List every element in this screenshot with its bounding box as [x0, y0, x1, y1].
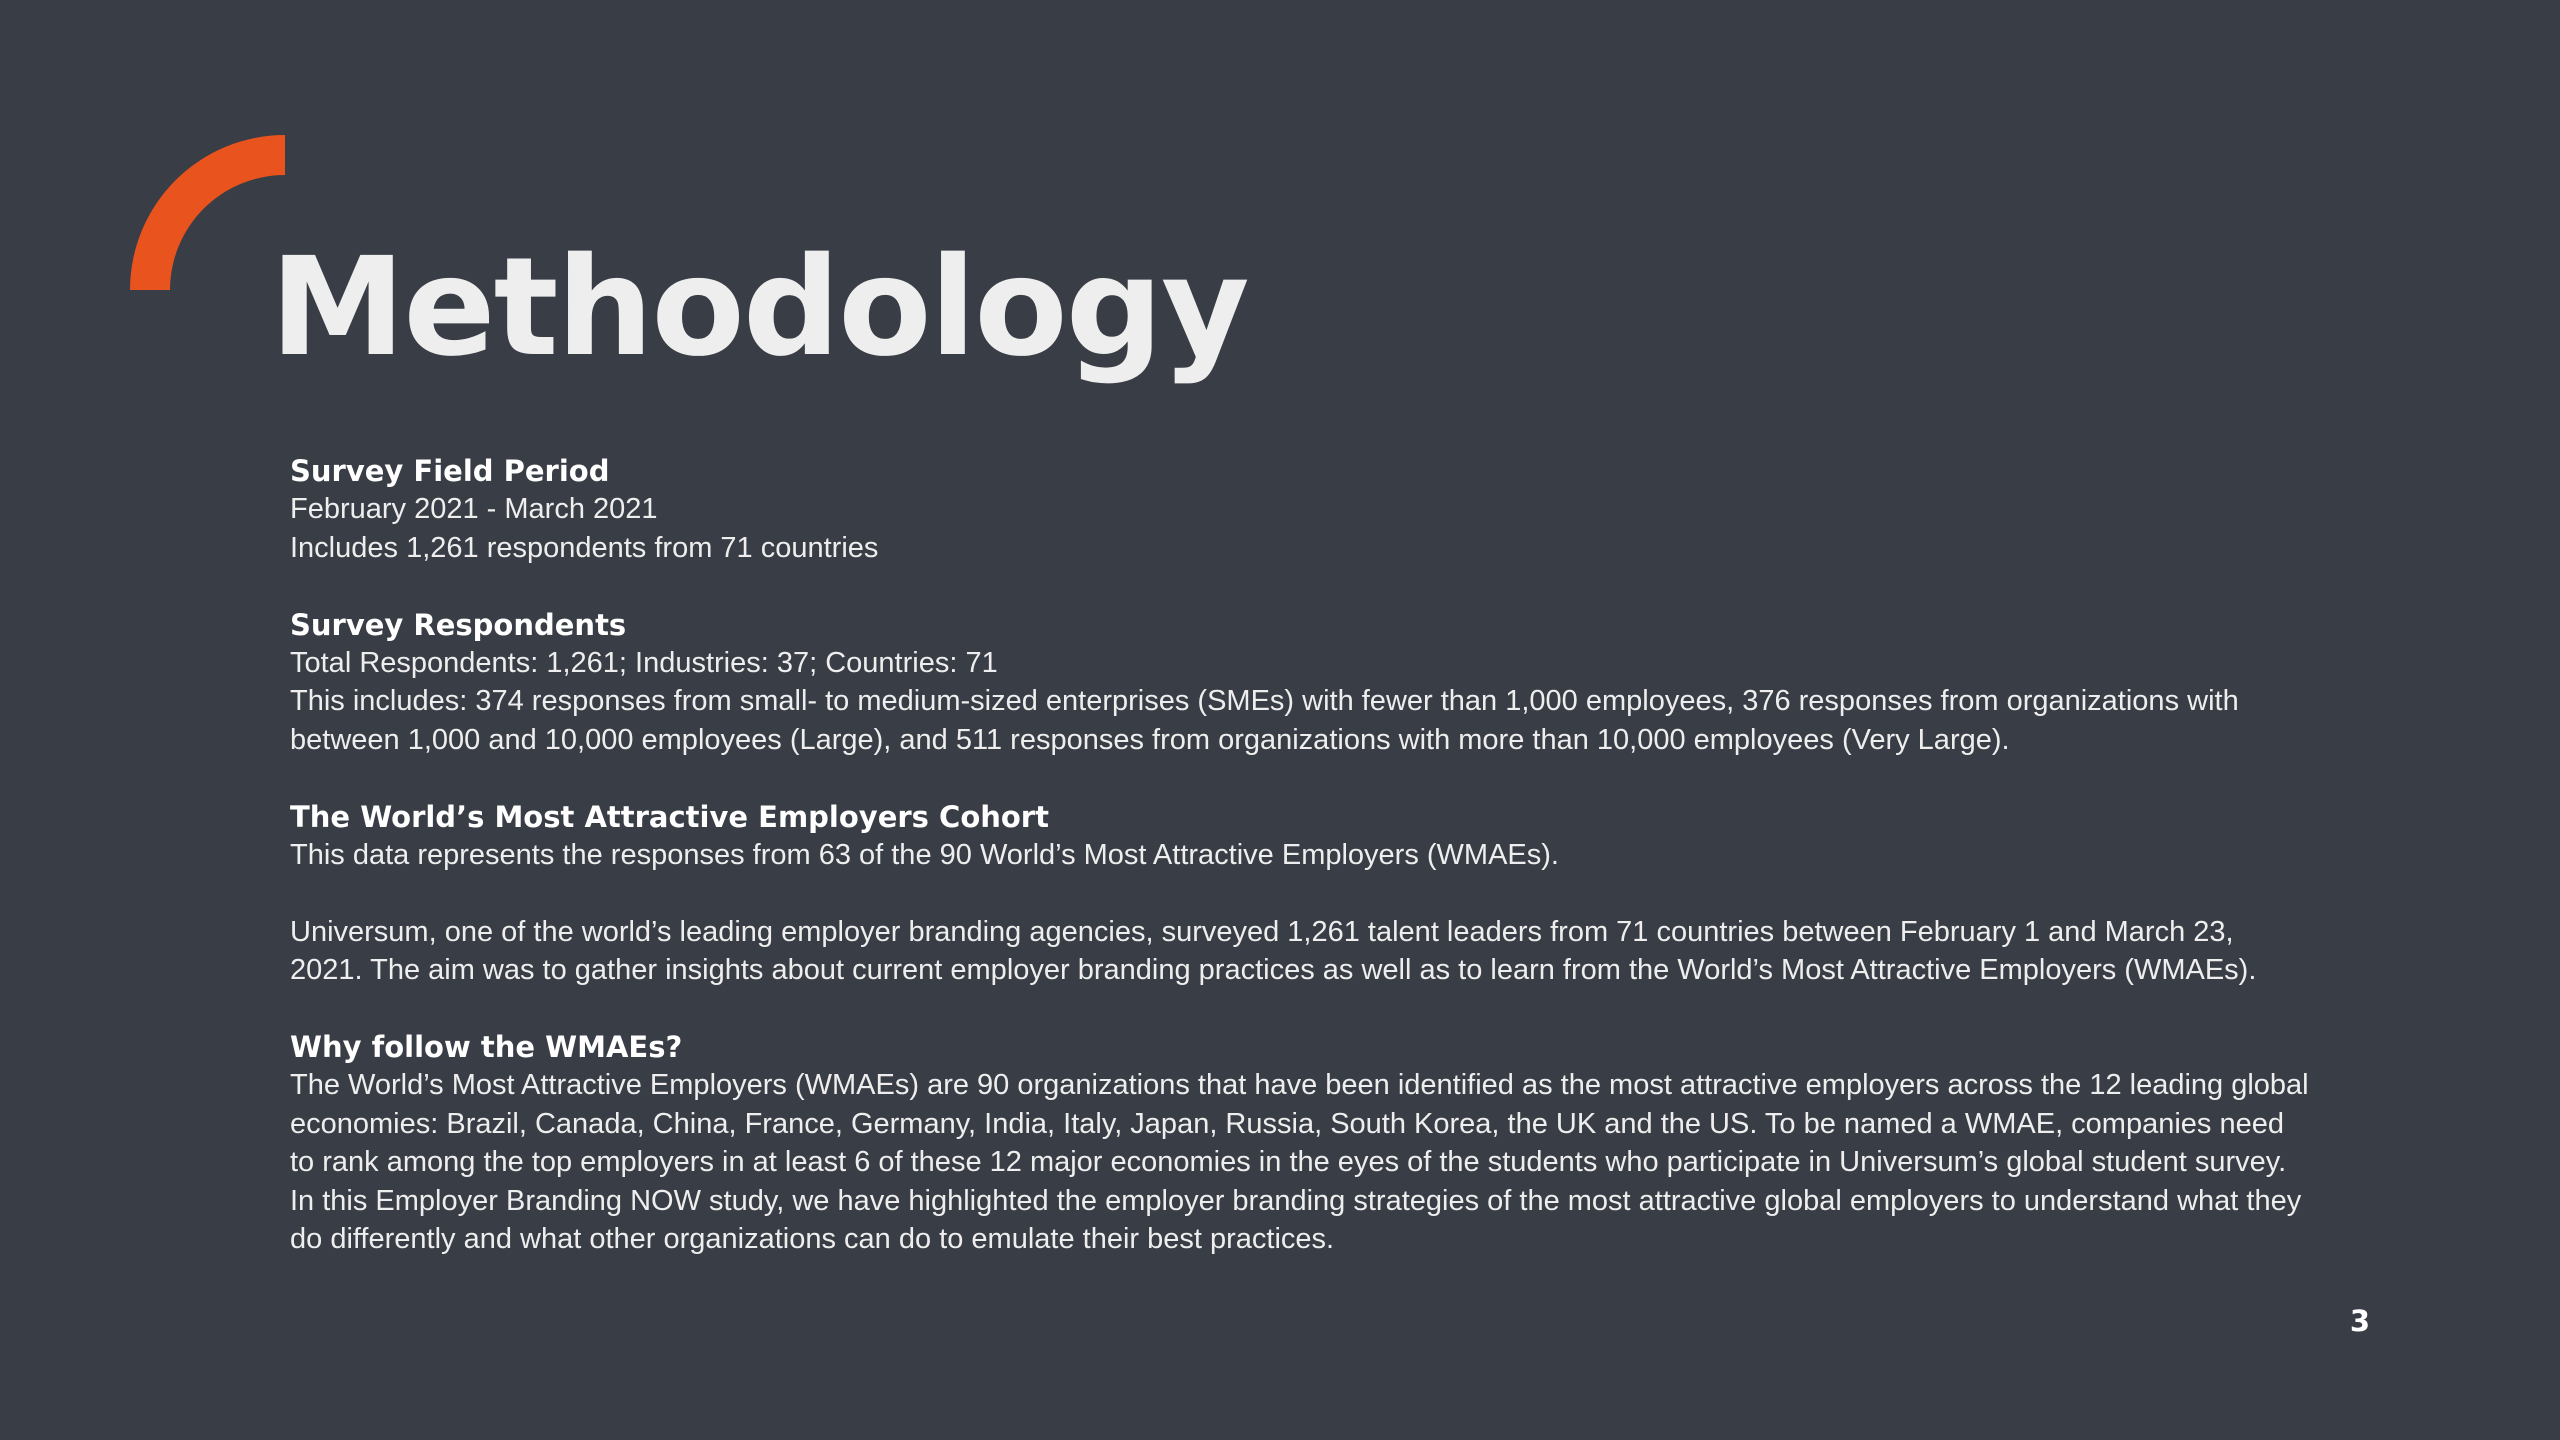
- field-period-dates: February 2021 - March 2021: [290, 493, 658, 526]
- page-number: 3: [2349, 1304, 2370, 1338]
- field-period-respondents: Includes 1,261 respondents from 71 countries: [290, 531, 879, 564]
- arc-shape: [130, 135, 285, 290]
- why-follow-paragraph: The World’s Most Attractive Employers (WMAEs) are 90 organizations that have been identified as the most attractive employers across the 12 leading global economies: Brazil, Canada, China, France, Germany, India, Italy, Japan, Russia, South Korea, the UK and the US. To be named a WMAE, companies need to rank among the top employers in at least 6 of these 12 major economies in the eyes of the students who participate in Universum’s global student survey. In this Employer Branding NOW study, we have highlighted the employer branding strategies of the most attractive global employers to understand what they do differently and what other organizations can do to emulate their best practices.: [290, 1069, 2309, 1256]
- section-heading-why-follow: Why follow the WMAEs?: [290, 1030, 683, 1065]
- universum-paragraph: Universum, one of the world’s leading employer branding agencies, surveyed 1,261 talent leaders from 71 countries between February 1 and March 23, 2021. The aim was to gather insights about current employer branding practices as well as to learn from the World’s Most Attractive Employers (WMAEs).: [290, 915, 2257, 987]
- methodology-content: [290, 452, 2310, 1258]
- respondents-breakdown: This includes: 374 responses from small- to medium-sized enterprises (SMEs) with fewer than 1,000 employees, 376 responses from organizations with between 1,000 and 10,000 employees (Large), and 511 responses from organizations with more than 10,000 employees (Very Large).: [290, 685, 2239, 756]
- cohort-description: This data represents the responses from 63 of the 90 World’s Most Attractive Employers (WMAEs).: [290, 839, 1559, 872]
- section-heading-field-period: Survey Field Period: [290, 454, 610, 488]
- decorative-arc: [130, 135, 285, 290]
- section-heading-respondents: Survey Respondents: [290, 607, 627, 642]
- section-heading-cohort: The World’s Most Attractive Employers Cohort: [290, 799, 1049, 834]
- respondents-totals: Total Respondents: 1,261; Industries: 37; Countries: 71: [290, 647, 998, 680]
- page-title: Methodology: [270, 229, 1248, 387]
